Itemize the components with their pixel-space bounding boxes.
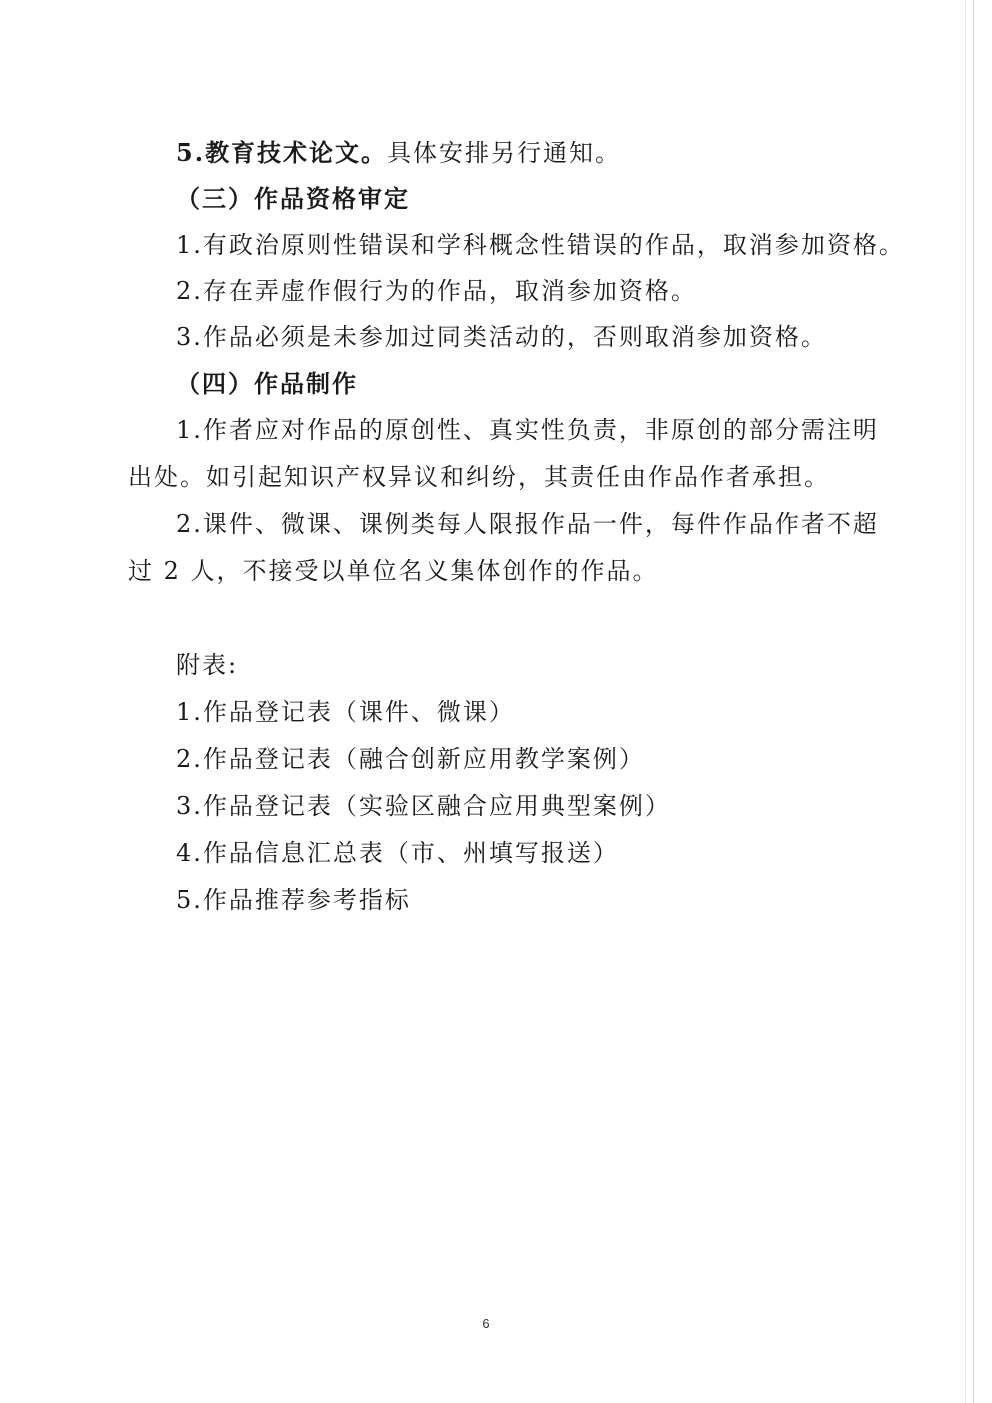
appendix-item-5: 5.作品推荐参考指标 [176,886,411,914]
section-3-item-1: 1.有政治原则性错误和学科概念性错误的作品，取消参加资格。 [176,231,905,259]
section-4-item-1-line-2: 出处。如引起知识产权异议和纠纷，其责任由作品作者承担。 [128,463,830,491]
page-edge-shadow [965,0,966,1403]
item-5-title: 教育技术论文。 [205,138,388,167]
appendix-item-4: 4.作品信息汇总表（市、州填写报送） [176,839,619,867]
page-number: 6 [482,1316,490,1331]
section-4-item-1-line-1: 1.作者应对作品的原创性、真实性负责，非原创的部分需注明 [176,416,879,444]
item-5 [176,137,621,169]
section-3-item-2: 2.存在弄虚作假行为的作品，取消参加资格。 [176,277,697,305]
item-5-text: 具体安排另行通知。 [387,139,622,167]
section-4-item-2-line-2: 过 2 人，不接受以单位名义集体创作的作品。 [128,557,659,585]
section-4-item-2-line-1: 2.课件、微课、课例类每人限报作品一件，每件作品作者不超 [176,510,879,538]
section-4-heading: （四）作品制作 [176,369,358,398]
appendix-item-1: 1.作品登记表（课件、微课） [176,698,515,726]
appendix-label: 附表: [176,651,239,679]
item-5-number: 5. [176,138,206,167]
page-edge [973,0,974,1403]
section-3-item-3: 3.作品必须是未参加过同类活动的，否则取消参加资格。 [176,323,827,351]
section-3-heading: （三）作品资格审定 [176,184,410,213]
appendix-item-3: 3.作品登记表（实验区融合应用典型案例） [176,792,671,820]
appendix-item-2: 2.作品登记表（融合创新应用教学案例） [176,745,645,773]
